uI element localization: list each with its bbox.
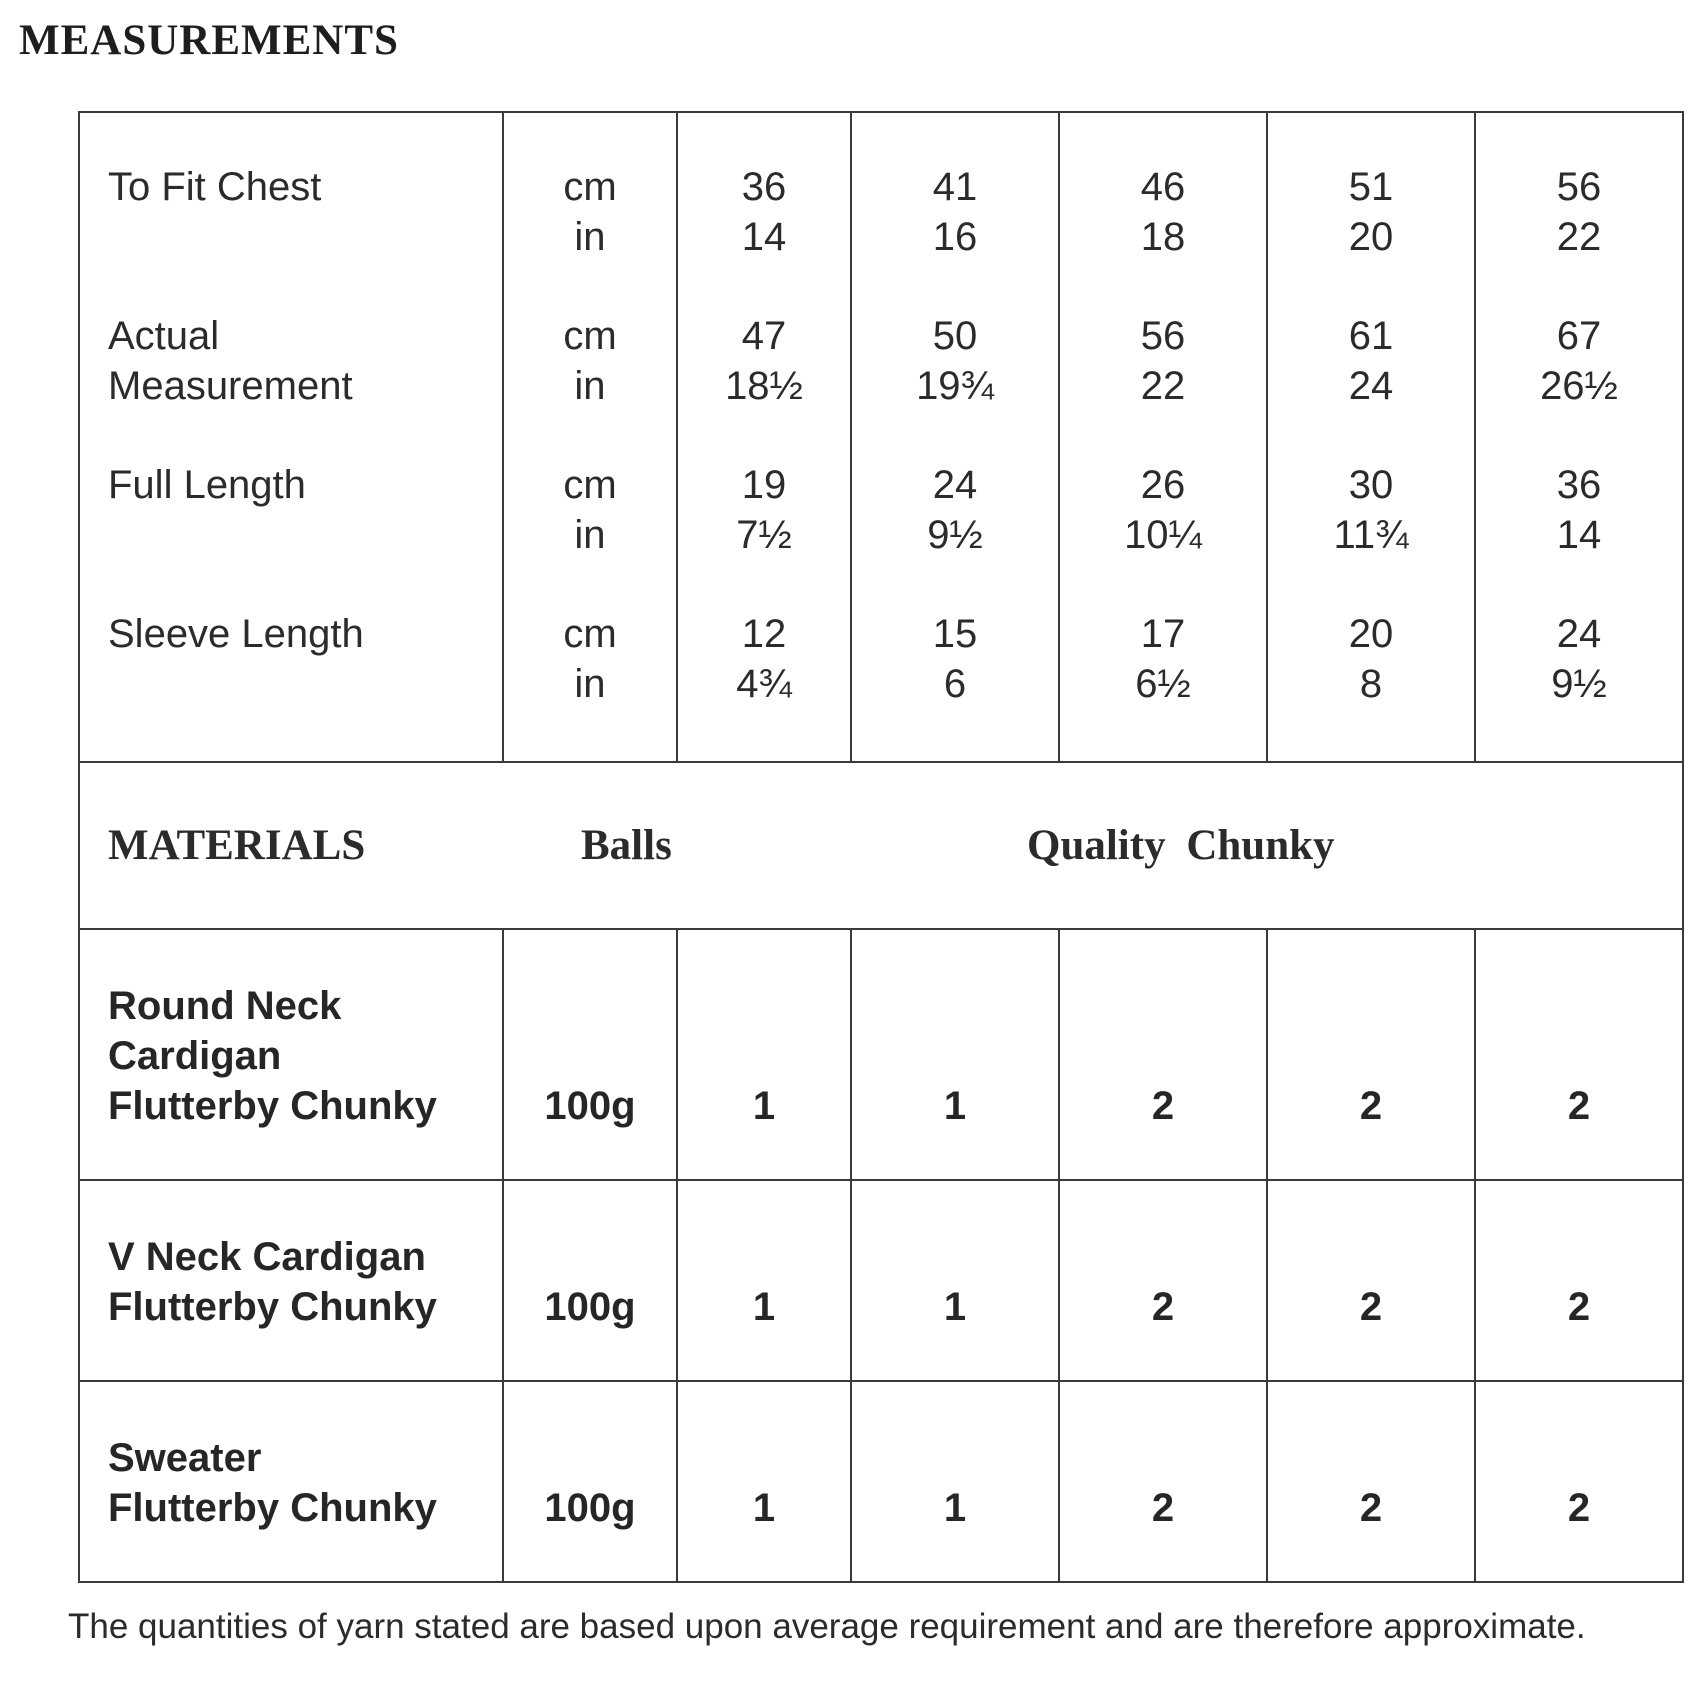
text-line: 9½ [1551,662,1607,706]
item-name-cell [79,1180,503,1381]
quantity: 2 [1151,1285,1175,1329]
table-row [79,1381,1683,1582]
text-line: 56 [1556,165,1602,209]
text-line: in [574,364,606,408]
quantity-cell [1267,929,1475,1180]
unit-pair [504,460,676,609]
quantity: 1 [943,1084,967,1128]
value-pair [1476,609,1682,758]
measurement-label [80,609,502,758]
text-line: 67 [1556,314,1602,358]
size-column-4 [1267,112,1475,762]
value-pair [1476,460,1682,609]
unit-pair [504,311,676,460]
text-line: Round Neck [108,984,342,1028]
value-pair [852,162,1058,311]
text-line: 20 [1348,612,1394,656]
text-line: 22 [1556,215,1602,259]
text-line: 46 [1140,165,1186,209]
value-pair [1060,162,1266,311]
text-line: 17 [1140,612,1186,656]
text-line: Full Length [108,463,306,507]
value-pair [1476,162,1682,311]
quantity: 1 [752,1486,776,1530]
text-line: 8 [1359,662,1383,706]
quantity-cell [1475,929,1683,1180]
value-pair [852,311,1058,460]
materials-header-cell [79,762,1683,929]
unit-pair [504,162,676,311]
text-line: Actual [108,314,220,358]
text-line: in [574,513,606,557]
text-line: 10¼ [1124,513,1202,557]
weight-cell [503,929,677,1180]
value-pair [852,609,1058,758]
text-line: 18 [1140,215,1186,259]
text-line: 24 [1348,364,1394,408]
item-name [108,981,437,1131]
measurements-section [79,112,1683,762]
text-line: V Neck Cardigan [108,1235,426,1279]
ball-weight: 100g [544,1486,636,1530]
value-pair [1060,311,1266,460]
table-row [79,1180,1683,1381]
text-line: 26 [1140,463,1186,507]
measurement-label [80,162,502,311]
quantity-cell [1267,1381,1475,1582]
quantity: 2 [1359,1084,1383,1128]
text-line: 26½ [1540,364,1618,408]
quantity-cell [677,929,851,1180]
quantity: 2 [1151,1084,1175,1128]
materials-header-row [79,762,1683,929]
footnote: The quantities of yarn stated are based upon average requirement and are therefore approximate. [68,1607,1586,1646]
text-line: 14 [1556,513,1602,557]
size-column-2 [851,112,1059,762]
text-line: in [574,662,606,706]
ball-weight: 100g [544,1084,636,1128]
quantity-cell [1475,1180,1683,1381]
quantity: 2 [1359,1486,1383,1530]
value-pair [1268,460,1474,609]
value-pair [678,311,850,460]
text-line: Sweater [108,1436,262,1480]
quantity-cell [851,1381,1059,1582]
quantity: 1 [943,1486,967,1530]
value-pair [678,609,850,758]
quantity: 1 [752,1084,776,1128]
text-line: Sleeve Length [108,612,364,656]
balls-label: Balls [581,821,672,869]
quantity-cell [1059,929,1267,1180]
value-pair [678,460,850,609]
item-name [108,1433,437,1533]
quantity: 2 [1359,1285,1383,1329]
text-line: 7½ [736,513,792,557]
text-line: 50 [932,314,978,358]
quantity: 1 [943,1285,967,1329]
value-pair [852,460,1058,609]
weight-cell [503,1180,677,1381]
item-name-cell [79,1381,503,1582]
text-line: 56 [1140,314,1186,358]
text-line: 9½ [927,513,983,557]
text-line: 19¾ [916,364,994,408]
quantity-cell [677,1381,851,1582]
text-line: cm [563,314,617,358]
text-line: 4¾ [736,662,792,706]
value-pair [1268,609,1474,758]
text-line: 6 [943,662,967,706]
quantity-cell [677,1180,851,1381]
text-line: 36 [741,165,787,209]
size-column-3 [1059,112,1267,762]
text-line: Flutterby Chunky [108,1084,437,1128]
text-line: Cardigan [108,1034,282,1078]
quantity: 2 [1567,1285,1591,1329]
text-line: 24 [932,463,978,507]
text-line: 20 [1348,215,1394,259]
text-line: 24 [1556,612,1602,656]
text-line: 18½ [725,364,803,408]
text-line: 30 [1348,463,1394,507]
value-pair [678,162,850,311]
text-line: 14 [741,215,787,259]
quantity-cell [1059,1180,1267,1381]
text-line: 16 [932,215,978,259]
text-line: 11¾ [1333,513,1409,557]
text-line: 19 [741,463,787,507]
size-column-1 [677,112,851,762]
text-line: To Fit Chest [108,165,322,209]
text-line: 41 [932,165,978,209]
units-column [503,112,677,762]
value-pair [1268,162,1474,311]
quantity: 2 [1567,1084,1591,1128]
weight-cell [503,1381,677,1582]
ball-weight: 100g [544,1285,636,1329]
quantity-cell [851,929,1059,1180]
text-line: Flutterby Chunky [108,1486,437,1530]
unit-pair [504,609,676,758]
text-line: Measurement [108,364,353,408]
quantity-cell [851,1180,1059,1381]
text-line: cm [563,463,617,507]
quantity: 1 [752,1285,776,1329]
text-line: 51 [1348,165,1394,209]
quantity-cell [1475,1381,1683,1582]
page-title: MEASUREMENTS [19,17,399,64]
quantity: 2 [1567,1486,1591,1530]
measurement-label [80,311,502,460]
measurements-materials-table [78,111,1684,1583]
quantity-cell [1059,1381,1267,1582]
text-line: 47 [741,314,787,358]
value-pair [1476,311,1682,460]
text-line: 61 [1348,314,1394,358]
text-line: 36 [1556,463,1602,507]
text-line: Flutterby Chunky [108,1285,437,1329]
quantity-cell [1267,1180,1475,1381]
text-line: 6½ [1135,662,1191,706]
value-pair [1060,609,1266,758]
text-line: 22 [1140,364,1186,408]
measurement-label [80,460,502,609]
size-column-5 [1475,112,1683,762]
table-row [79,929,1683,1180]
text-line: 15 [932,612,978,656]
value-pair [1268,311,1474,460]
text-line: in [574,215,606,259]
quality-label: Quality Chunky [1027,821,1335,869]
item-name-cell [79,929,503,1180]
text-line: 12 [741,612,787,656]
text-line: cm [563,612,617,656]
quantity: 2 [1151,1486,1175,1530]
measurement-labels-column [79,112,503,762]
text-line: cm [563,165,617,209]
materials-title: MATERIALS [108,821,366,869]
value-pair [1060,460,1266,609]
item-name [108,1232,437,1332]
